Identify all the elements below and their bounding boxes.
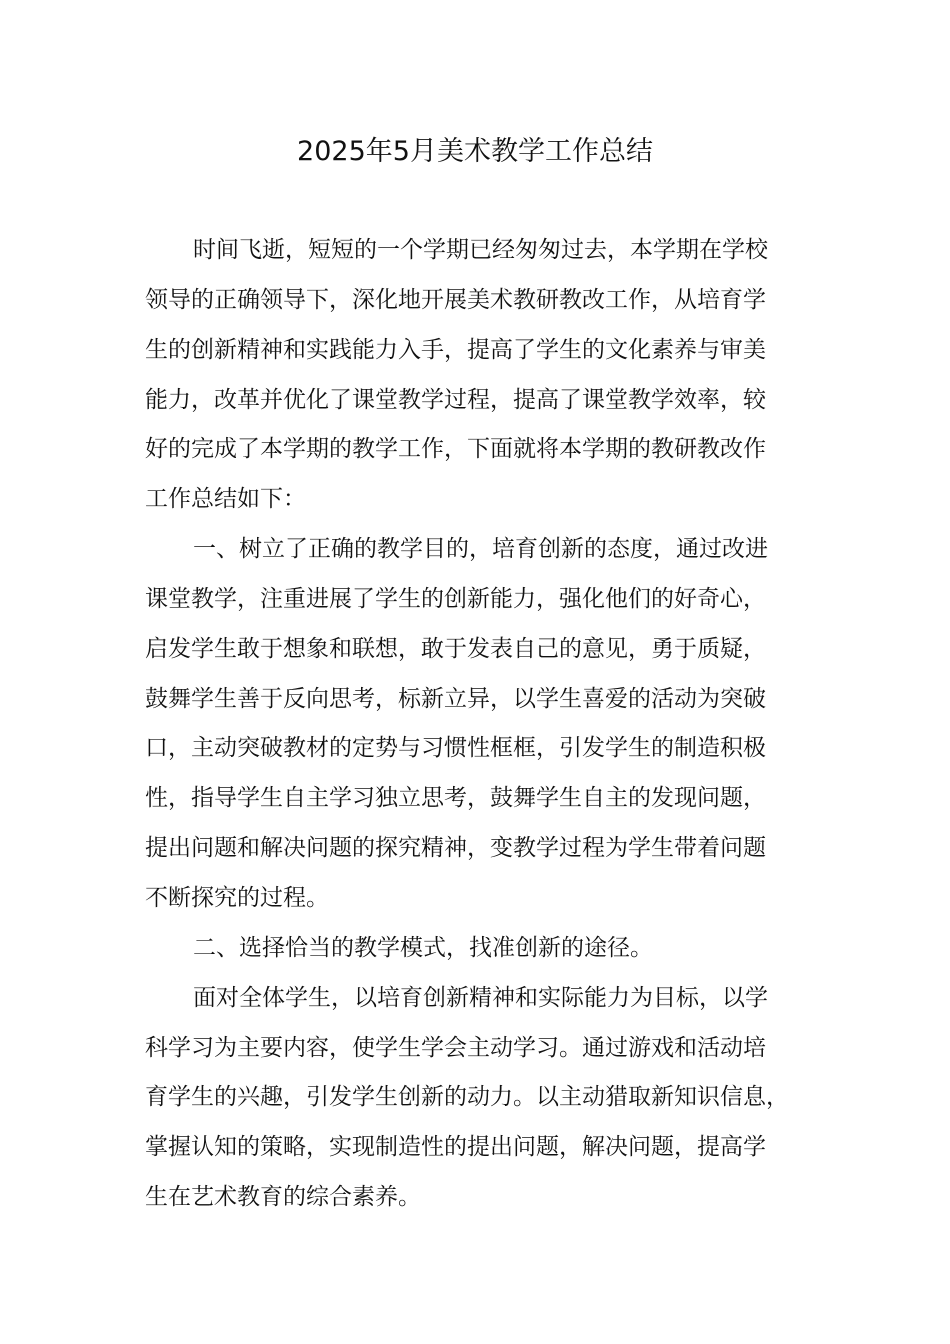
section-one-heading-line: 一、树立了正确的教学目的，培育创新的态度，通过改进 <box>193 536 768 562</box>
paragraph-line: 性，指导学生自主学习独立思考，鼓舞学生自主的发现问题， <box>145 785 766 811</box>
paragraph-line: 面对全体学生，以培育创新精神和实际能力为目标，以学 <box>193 985 768 1011</box>
paragraph-line: 生在艺术教育的综合素养。 <box>145 1184 421 1210</box>
paragraph-line: 好的完成了本学期的教学工作，下面就将本学期的教研教改作 <box>145 436 766 462</box>
paragraph-line: 课堂教学，注重进展了学生的创新能力，强化他们的好奇心， <box>145 586 766 612</box>
paragraph-line: 掌握认知的策略，实现制造性的提出问题，解决问题，提高学 <box>145 1134 766 1160</box>
document-title: 2025年5月美术教学工作总结 <box>297 136 653 167</box>
paragraph-line: 育学生的兴趣，引发学生创新的动力。以主动猎取新知识信息， <box>145 1084 789 1110</box>
paragraph-line: 领导的正确领导下，深化地开展美术教研教改工作，从培育学 <box>145 287 766 313</box>
paragraph-line: 鼓舞学生善于反向思考，标新立异，以学生喜爱的活动为突破 <box>145 686 766 712</box>
paragraph-line: 工作总结如下： <box>145 486 306 512</box>
paragraph-line: 启发学生敢于想象和联想，敢于发表自己的意见，勇于质疑， <box>145 636 766 662</box>
paragraph-line: 口，主动突破教材的定势与习惯性框框，引发学生的制造积极 <box>145 735 766 761</box>
paragraph-line: 提出问题和解决问题的探究精神，变教学过程为学生带着问题 <box>145 835 766 861</box>
paragraph-line: 能力，改革并优化了课堂教学过程，提高了课堂教学效率，较 <box>145 387 766 413</box>
paragraph-line: 科学习为主要内容，使学生学会主动学习。通过游戏和活动培 <box>145 1035 766 1061</box>
paragraph-line: 不断探究的过程。 <box>145 885 329 911</box>
section-two-heading: 二、选择恰当的教学模式，找准创新的途径。 <box>193 935 653 961</box>
paragraph-line: 时间飞逝，短短的一个学期已经匆匆过去，本学期在学校 <box>193 237 768 263</box>
paragraph-line: 生的创新精神和实践能力入手，提高了学生的文化素养与审美 <box>145 337 766 363</box>
